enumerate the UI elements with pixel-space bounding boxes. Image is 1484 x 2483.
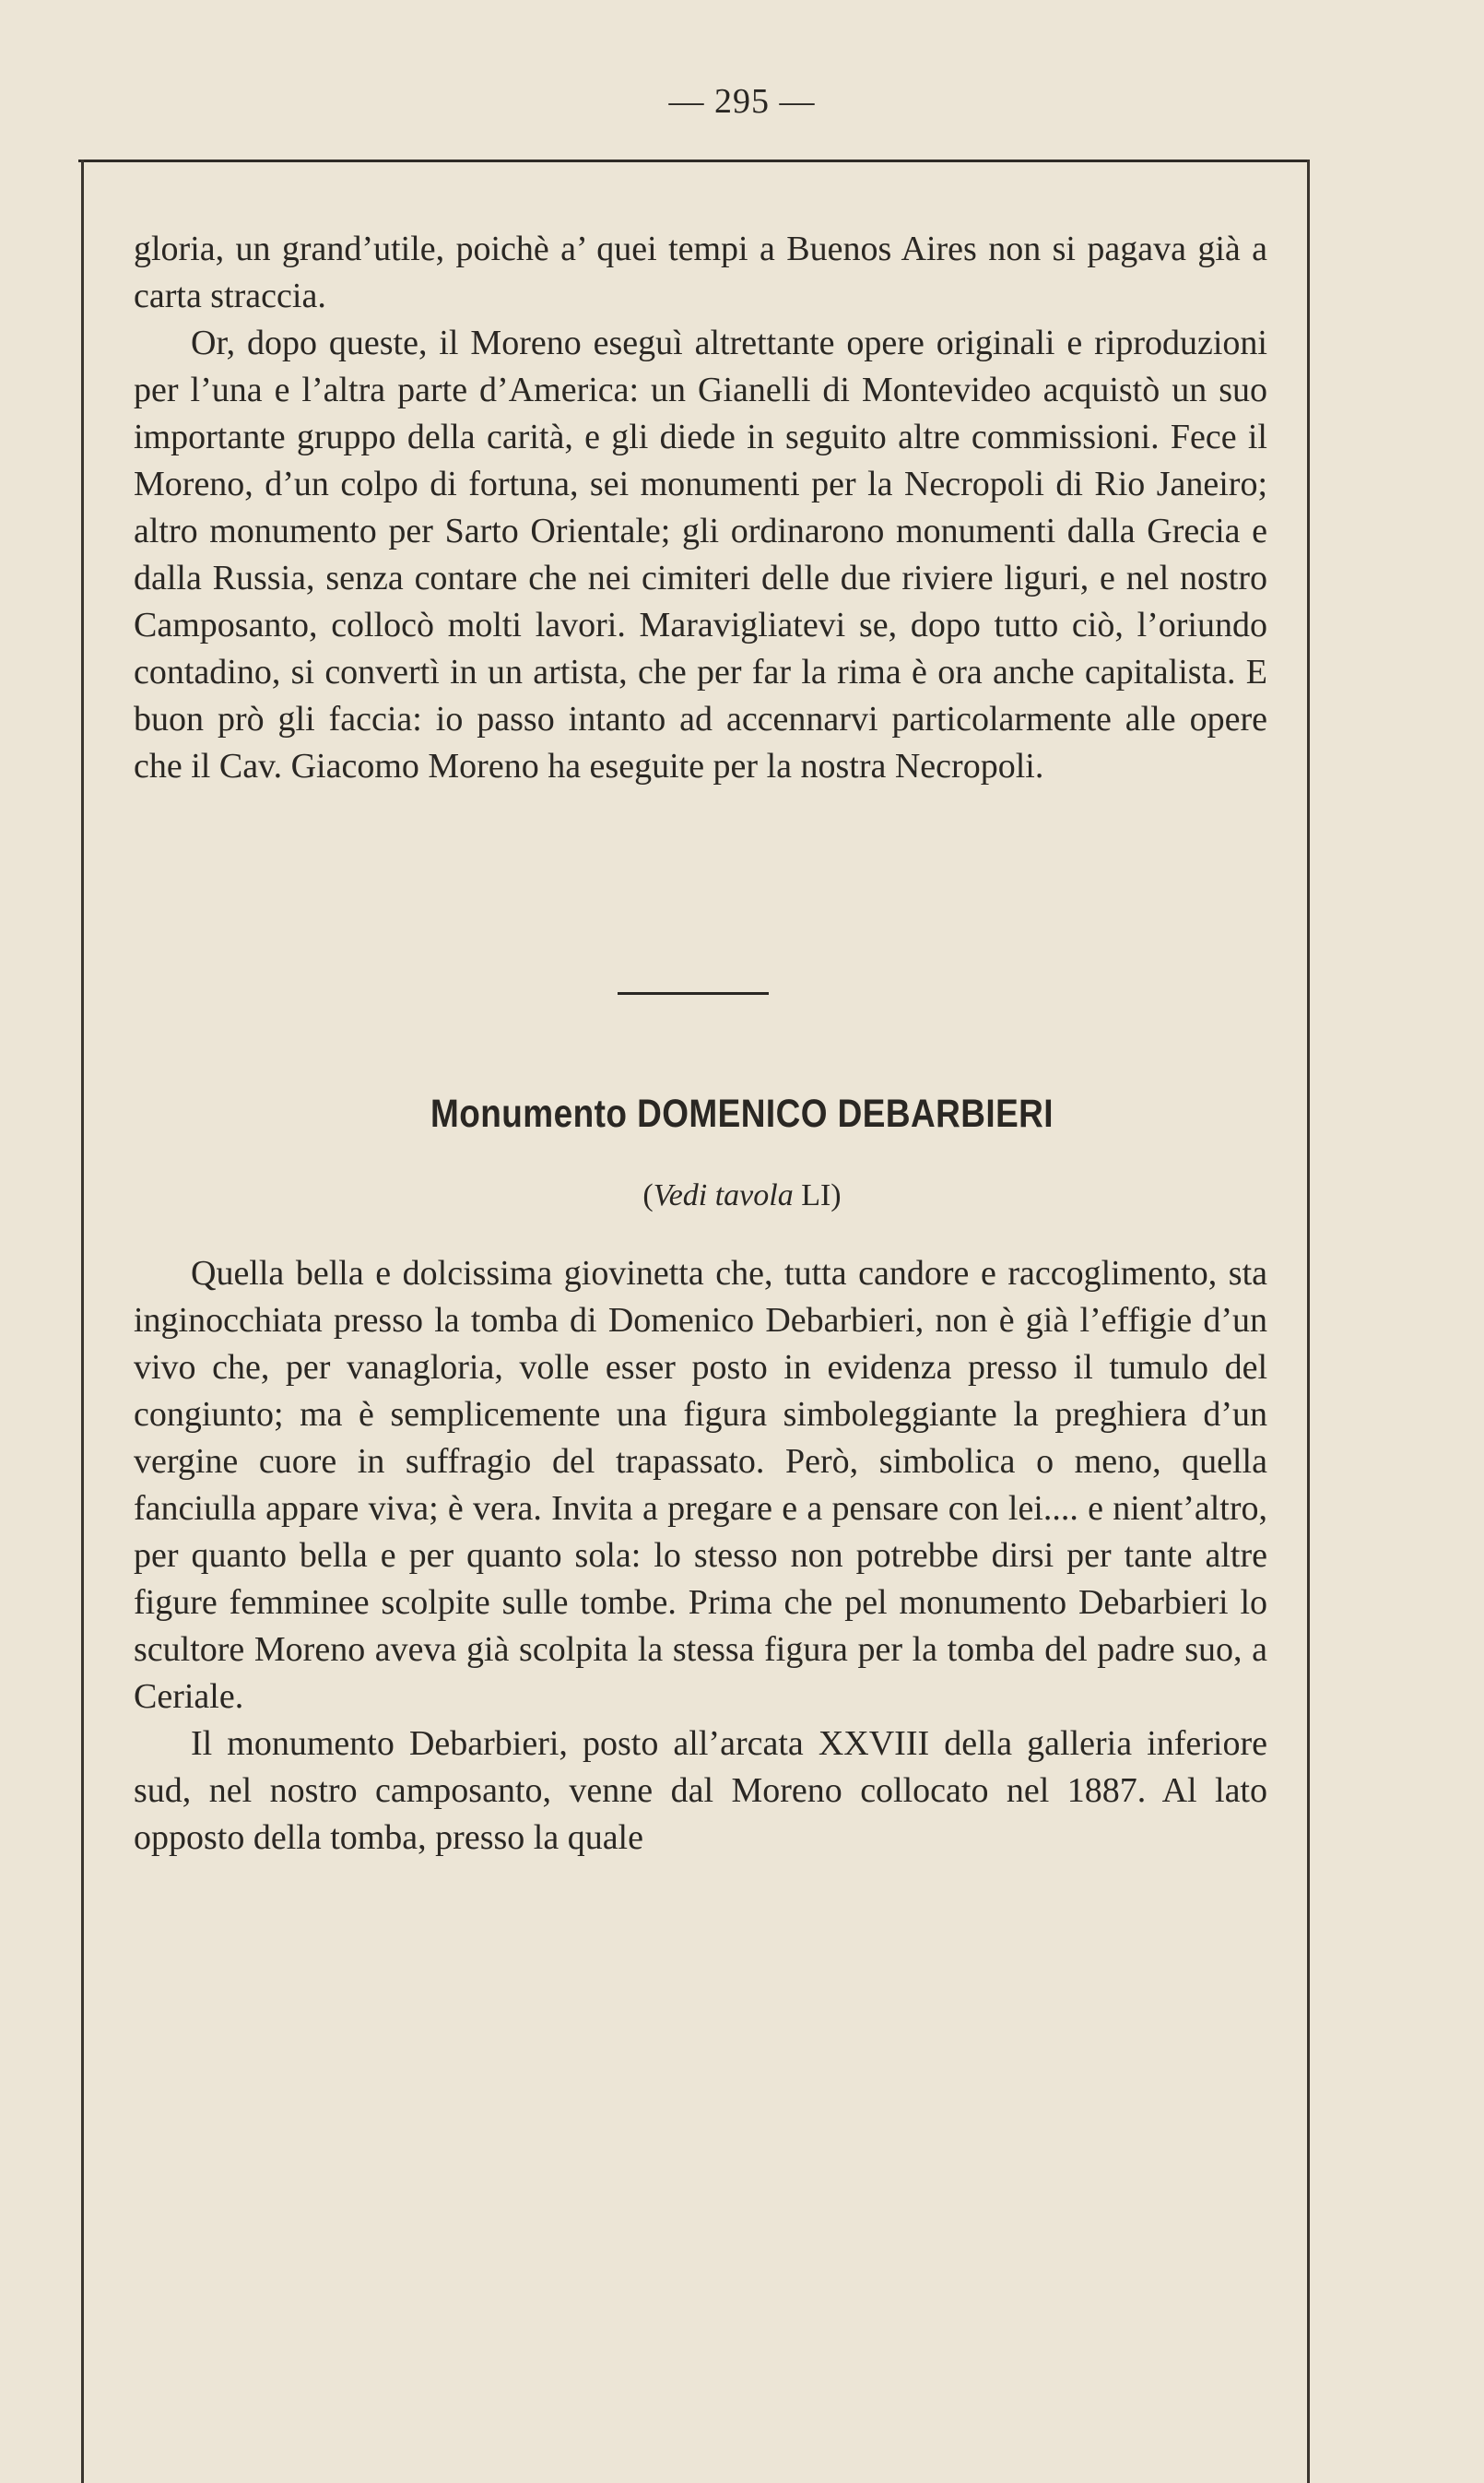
section-paragraph-1: Quella bella e dolcissima giovinetta che, tutta candore e raccoglimento, sta inginocchiata presso la tomba di Domenico Debarbieri, non è già l’effigie d’un vivo che, per vanagloria, volle esser posto in evidenza presso il tumulo del congiunto; ma è semplicemente una figura simboleggiante la preghiera d’un vergine cuore in suffragio del trapassato. Però, simbolica o meno, quella fanciulla appare viva; è vera. Invita a pregare e a pensare con lei.... e nient’altro, per quanto bella e per quanto sola: lo stesso non potrebbe dirsi per tante altre figure femminee scolpite sulle tombe. Prima che pel monumento Debarbieri lo scultore Moreno aveva già scolpita la stessa figura per la tomba del padre suo, a Ceriale. <box>134 1254 1267 1716</box>
page-number: — 295 — <box>668 82 816 121</box>
intro-text <box>134 226 1267 790</box>
subtitle-italic: Vedi tavola <box>653 1178 794 1212</box>
section-title: Monumento DOMENICO DEBARBIERI <box>430 1092 1054 1136</box>
subtitle-open: ( <box>642 1178 654 1212</box>
intro-paragraph-2: Or, dopo queste, il Moreno eseguì altrettante opere originali e riproduzioni per l’una e l’altra parte d’America: un Gianelli di Montevideo acquistò un suo importante gruppo della carità, e gli diede in seguito altre commissioni. Fece il Moreno, d’un colpo di fortuna, sei monumenti per la Necropoli di Rio Janeiro; altro monumento per Sarto Orientale; gli ordinarono monumenti dalla Grecia e dalla Russia, senza contare che nei cimiteri delle due riviere liguri, e nel nostro Camposanto, collocò molti lavori. Maravigliatevi se, dopo tutto ciò, l’oriundo contadino, si convertì in un artista, che per far la rima è ora anche capitalista. E buon prò gli faccia: io passo intanto ad accennarvi particolarmente alle opere che il Cav. Giacomo Moreno ha eseguite per la nostra Necropoli. <box>134 324 1267 786</box>
frame-left-rule <box>81 160 84 2483</box>
section-text <box>134 1250 1267 1862</box>
frame-right-rule <box>1307 160 1310 2483</box>
intro-paragraph-1: gloria, un grand’utile, poichè a’ quei tempi a Buenos Aires non si pagava già a carta straccia. <box>134 230 1267 315</box>
subtitle-rest: LI) <box>793 1178 842 1212</box>
section-separator <box>618 992 769 995</box>
frame-top-rule <box>78 160 1309 162</box>
section-paragraph-2: Il monumento Debarbieri, posto all’arcata XXVIII della galleria inferiore sud, nel nostro camposanto, venne dal Moreno collocato nel 1887. Al lato opposto della tomba, presso la quale <box>134 1724 1267 1857</box>
section-subtitle <box>0 1178 1484 1213</box>
